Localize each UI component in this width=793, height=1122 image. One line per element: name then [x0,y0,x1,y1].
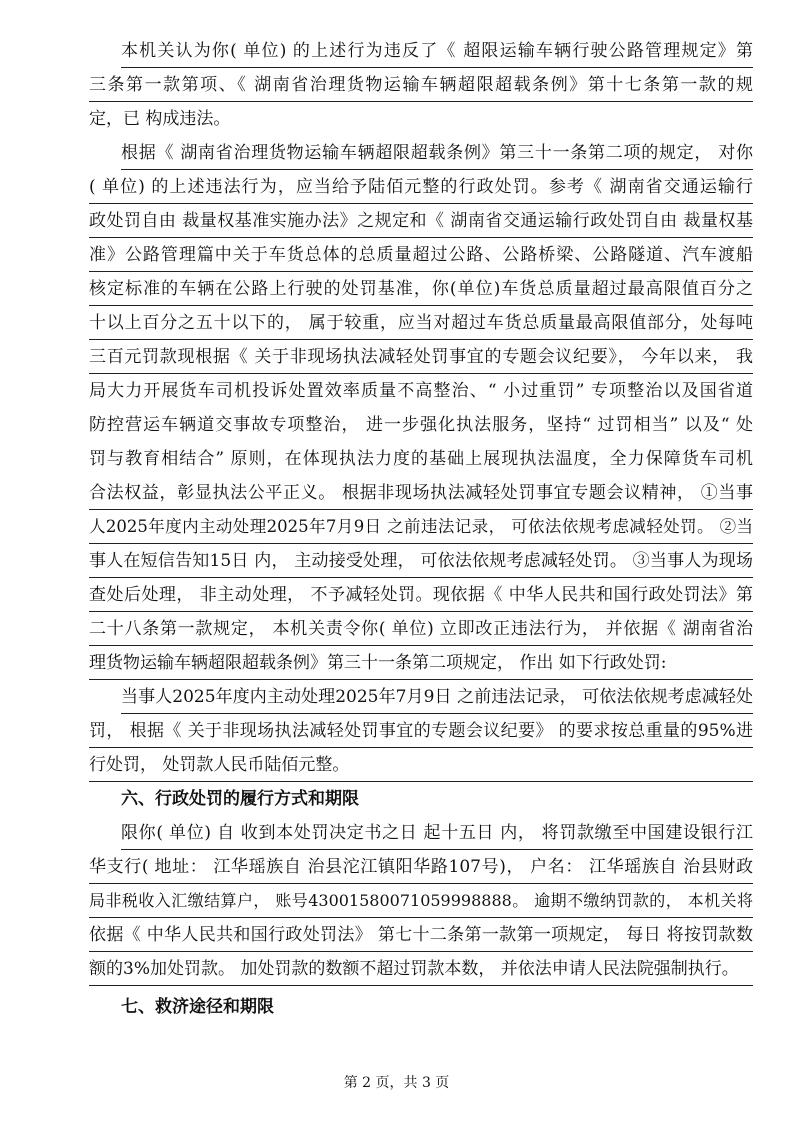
text-line: 准》公路管理篇中关于车货总体的总质量超过公路、公路桥梁、公路隧道、汽车渡船 [89,238,753,272]
text-line: ( 单位) 的上述违法行为，应当给予陆佰元整的行政处罚。参考《 湖南省交通运输行 [89,170,753,204]
text-line: 理货物运输车辆超限超载条例》第三十一条第二项规定， 作出 如下行政处罚: [89,646,753,680]
page-number: 第 2 页，共 3 页 [343,1075,450,1091]
text-line: 合法权益，彰显执法公平正义。 根据非现场执法减轻处罚事宜专题会议精神， ①当事 [89,476,753,510]
text-line: 根据《 湖南省治理货物运输车辆超限超载条例》第三十一条第二项的规定， 对你 [121,136,753,170]
text-line: 依据《 中华人民共和国行政处罚法》 第七十二条第一款第一项规定， 每日 将按罚款数 [89,918,753,952]
text-line: 本机关认为你( 单位) 的上述行为违反了《 超限运输车辆行驶公路管理规定》第 [121,34,753,68]
text-line: 限你( 单位) 自 收到本处罚决定书之日 起十五日 内， 将罚款缴至中国建设银行江 [121,816,753,850]
text-line: 事人在短信告知15日 内， 主动接受处理， 可依法依规考虑减轻处罚。 ③当事人为现场 [89,544,753,578]
section-heading-7: 七、救济途径和期限 [121,997,274,1017]
text-line: 三条第一款第项、《 湖南省治理货物运输车辆超限超载条例》第十七条第一款的规 [89,68,753,102]
text-line: 二十八条第一款规定， 本机关责令你( 单位) 立即改正违法行为， 并依据《 湖南省治 [89,612,753,646]
text-line: 防控营运车辆道交事故专项整治， 进一步强化执法服务，坚持“ 过罚相当” 以及“ 处 [89,415,753,435]
text-line: 定，已 构成违法。 [89,109,231,129]
text-line: 罚与教育相结合” 原则，在体现执法力度的基础上展现执法温度，全力保障货车司机 [89,449,753,469]
text-line: 当事人2025年度内主动处理2025年7月9日 之前违法记录， 可依法依规考虑减轻处 [121,680,753,714]
text-line: 局大力开展货车司机投诉处置效率质量不高整治、“ 小过重罚” 专项整治以及国省道 [89,381,753,401]
text-line: 核定标准的车辆在公路上行驶的处罚基准，你(单位)车货总质量超过最高限值百分之 [89,272,753,306]
text-line: 额的3%加处罚款。 加处罚款的数额不超过罚款本数， 并依法申请人民法院强制执行。 [89,952,753,986]
section-heading-6: 六、行政处罚的履行方式和期限 [121,789,359,809]
text-line: 人2025年度内主动处理2025年7月9日 之前违法记录， 可依法依规考虑减轻处罚。 ②当 [89,510,753,544]
text-line: 十以上百分之五十以下的， 属于较重，应当对超过车货总质量最高限值部分，处每吨 [89,306,753,340]
text-line: 三百元罚款现根据《 关于非现场执法减轻处罚事宜的专题会议纪要》， 今年以来， 我 [89,340,753,374]
text-line: 局非税收入汇缴结算户， 账号43001580071059998888。 逾期不缴纳罚款的， 本机关将 [89,884,753,918]
text-line: 行处罚， 处罚款人民币陆佰元整。 [89,748,753,782]
text-line: 查处后处理， 非主动处理， 不予减轻处罚。现依据《 中华人民共和国行政处罚法》第 [89,578,753,612]
text-line: 华支行( 地址： 江华瑶族自 治县沱江镇阳华路107号)， 户名： 江华瑶族自 治县财政 [89,850,753,884]
text-line: 罚， 根据《 关于非现场执法减轻处罚事宜的专题会议纪要》 的要求按总重量的95%进 [89,714,753,748]
text-line: 政处罚自由 裁量权基准实施办法》之规定和《 湖南省交通运输行政处罚自由 裁量权基 [89,204,753,238]
